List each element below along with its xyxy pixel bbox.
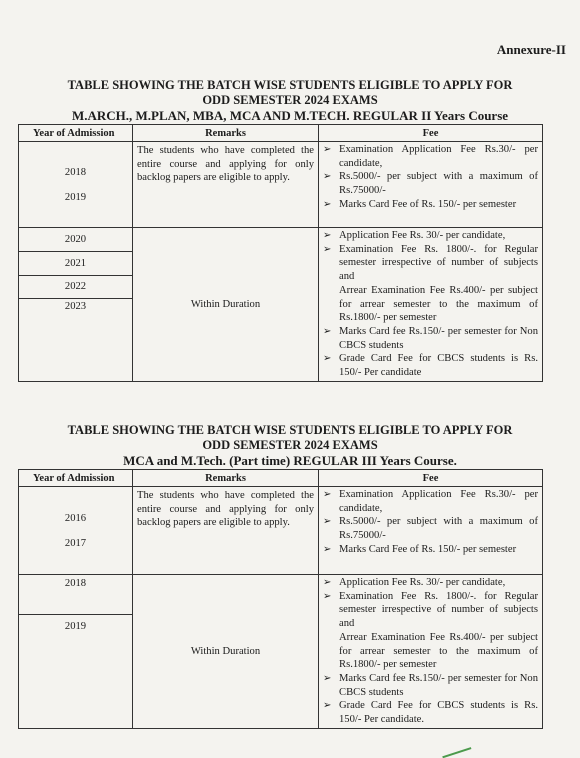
fee-header: Fee (319, 125, 543, 142)
backlog-fee-cell (319, 487, 543, 575)
duration-remark: Within Duration (133, 228, 319, 382)
backlog-years-cell (19, 142, 133, 228)
fee-item: ➢ Examination Fee Rs. 1800/-. for Regular semester irrespective of number of subjects and (321, 590, 538, 631)
fee-item: ➢ Examination Application Fee Rs.30/- per candidate, (321, 488, 538, 515)
year-cell: 2023 (19, 298, 133, 381)
fee-item: Arrear Examination Fee Rs.400/- per subject for arrear semester to the maximum of Rs.1800/- per semester (339, 631, 538, 671)
duration-fee-cell (319, 575, 543, 729)
year-value: 2017 (64, 537, 87, 549)
year-cell: 2018 (19, 575, 133, 615)
fee-item: Arrear Examination Fee Rs.400/- per subject for arrear semester to the maximum of Rs.1800/- per semester (339, 284, 538, 324)
fee-item: ➢ Grade Card Fee for CBCS students is Rs. 150/- Per candidate (321, 352, 538, 379)
year-cell: 2020 (19, 228, 133, 252)
backlog-remark: The students who have completed the entire course and applying for only backlog papers are eligible to apply. (133, 142, 319, 228)
section1-title-line2: ODD SEMESTER 2024 EXAMS (202, 93, 378, 107)
section2-title-line1: TABLE SHOWING THE BATCH WISE STUDENTS ELIGIBLE TO APPLY FOR (67, 423, 513, 437)
section1-heading (0, 78, 580, 123)
fee-item: ➢ Application Fee Rs. 30/- per candidate, (321, 229, 538, 243)
backlog-years-cell (19, 487, 133, 575)
fee-item: ➢ Marks Card fee Rs.150/- per semester for Non CBCS students (321, 672, 538, 699)
fee-item: ➢ Rs.5000/- per subject with a maximum of Rs.75000/- (321, 170, 538, 197)
section2-heading (0, 423, 580, 468)
year-cell: 2021 (19, 252, 133, 275)
year-header: Year of Admission (19, 125, 133, 142)
duration-fee-cell (319, 228, 543, 382)
fee-item: ➢ Rs.5000/- per subject with a maximum of Rs.75000/- (321, 515, 538, 542)
section2-title-line2: ODD SEMESTER 2024 EXAMS (202, 438, 378, 452)
table-header-row (19, 125, 543, 142)
table-header-row (19, 470, 543, 487)
year-value: 2019 (64, 191, 87, 203)
section1-table (18, 124, 543, 382)
table-row (19, 142, 543, 228)
table-row (19, 575, 543, 615)
year-header: Year of Admission (19, 470, 133, 487)
remarks-header: Remarks (133, 470, 319, 487)
section1-title-line3: M.ARCH., M.PLAN, MBA, MCA AND M.TECH. REGULAR II Years Course (71, 108, 509, 123)
fee-item: ➢ Examination Fee Rs. 1800/-. for Regular semester irrespective of number of subjects and (321, 243, 538, 284)
backlog-fee-cell (319, 142, 543, 228)
year-value: 2016 (64, 512, 87, 524)
table-row (19, 228, 543, 252)
section1-title-line1: TABLE SHOWING THE BATCH WISE STUDENTS ELIGIBLE TO APPLY FOR (67, 78, 513, 92)
fee-item: ➢ Marks Card fee Rs.150/- per semester for Non CBCS students (321, 325, 538, 352)
year-cell: 2019 (19, 615, 133, 728)
section2-table (18, 469, 543, 729)
fee-item: ➢ Grade Card Fee for CBCS students is Rs. 150/- Per candidate. (321, 699, 538, 726)
fee-item: ➢ Marks Card Fee of Rs. 150/- per semester (321, 543, 538, 557)
annexure-label: Annexure-II (496, 42, 566, 57)
year-value: 2018 (64, 166, 87, 178)
remarks-header: Remarks (133, 125, 319, 142)
backlog-remark: The students who have completed the entire course and applying for only backlog papers are eligible to apply. (133, 487, 319, 575)
section2-title-line3: MCA and M.Tech. (Part time) REGULAR III Years Course. (123, 453, 457, 468)
fee-item: ➢ Examination Application Fee Rs.30/- per candidate, (321, 143, 538, 170)
table-row (19, 487, 543, 575)
fee-item: ➢ Marks Card Fee of Rs. 150/- per semester (321, 198, 538, 212)
signature-mark (439, 736, 472, 758)
fee-item: ➢ Application Fee Rs. 30/- per candidate, (321, 576, 538, 590)
duration-remark: Within Duration (133, 575, 319, 729)
year-cell: 2022 (19, 275, 133, 298)
fee-header: Fee (319, 470, 543, 487)
